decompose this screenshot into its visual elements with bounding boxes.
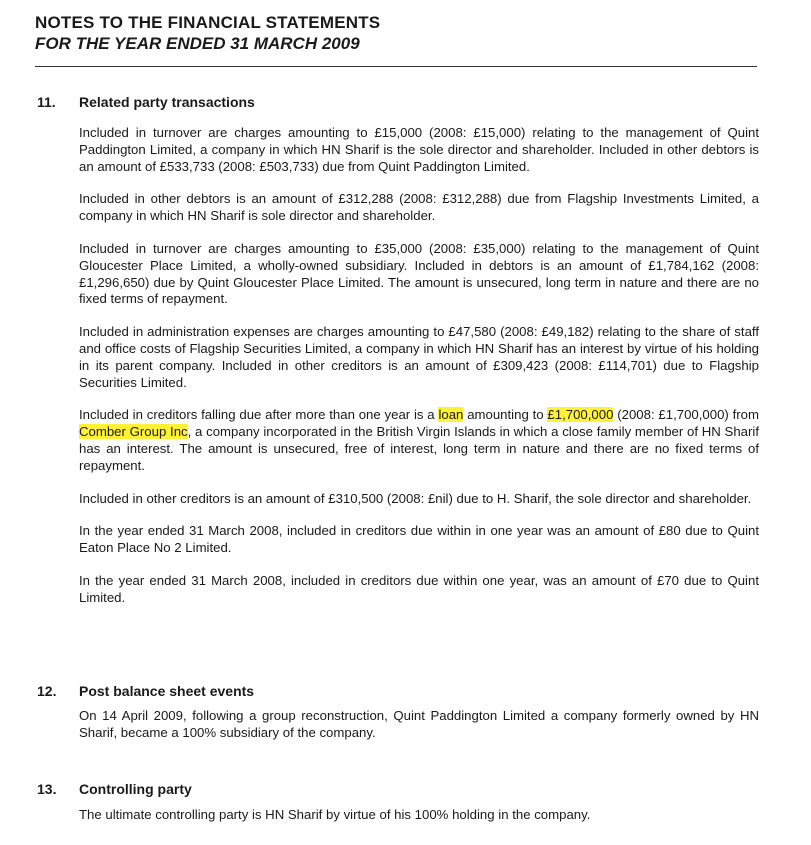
section-related-party-transactions [37, 93, 759, 620]
paragraph: Included in turnover are charges amounting to £15,000 (2008: £15,000) relating to the management of Quint Paddington Limited, a company in which HN Sharif is the sole director and shareholder. Included in other debtors is an amount of £533,733 (2008: £503,733) due from Quint Paddington Limited. [79, 125, 759, 174]
page-header [35, 12, 380, 54]
text-run: (2008: £1,700,000) from [613, 407, 760, 423]
text-run: amounting to [463, 407, 548, 423]
paragraph: Included in other debtors is an amount of £312,288 (2008: £312,288) due from Flagship Investments Limited, a company in which HN Sharif is sole director and shareholder. [79, 191, 759, 224]
loan-paragraph [79, 407, 759, 474]
paragraph: In the year ended 31 March 2008, included in creditors due within one year, was an amount of £70 due to Quint Limited. [79, 572, 759, 605]
section-heading [37, 682, 759, 700]
section-heading [37, 93, 759, 111]
highlight-amount: £1,700,000 [547, 407, 614, 423]
paragraph: Included in administration expenses are charges amounting to £47,580 (2008: £49,182) relating to the share of staff and office costs of Flagship Securities Limited, a company in which HN Sharif has an interest by virtue of his holding in its parent company. Included in other creditors is an amount of £309,423 (2008: £114,701) due to Flagship Securities Limited. [79, 324, 759, 390]
section-post-balance-sheet-events [37, 682, 759, 755]
section-title: Related party transactions [79, 94, 255, 110]
highlight-company: Comber Group Inc [79, 424, 188, 440]
document-title: NOTES TO THE FINANCIAL STATEMENTS [35, 13, 381, 32]
section-number: 13. [37, 781, 57, 797]
section-number: 11. [37, 94, 56, 110]
section-heading [37, 780, 759, 798]
section-controlling-party [37, 780, 759, 837]
highlight-loan: loan [438, 407, 464, 423]
paragraph: In the year ended 31 March 2008, included in creditors due within in one year was an amount of £80 due to Quint Eaton Place No 2 Limited. [79, 523, 759, 556]
document-subtitle: FOR THE YEAR ENDED 31 MARCH 2009 [35, 34, 360, 53]
paragraph: The ultimate controlling party is HN Sharif by virtue of his 100% holding in the company. [79, 807, 591, 822]
paragraph: On 14 April 2009, following a group reconstruction, Quint Paddington Limited a company formerly owned by HN Sharif, became a 100% subsidiary of the company. [79, 708, 759, 740]
section-title: Post balance sheet events [79, 683, 255, 699]
text-run: Included in creditors falling due after more than one year is a [79, 407, 439, 423]
paragraph: Included in turnover are charges amounting to £35,000 (2008: £35,000) relating to the management of Quint Gloucester Place Limited, a wholly-owned subsidiary. Included in debtors is an amount of £1,784,162 (2008: £1,296,650) due by Quint Gloucester Place Limited. The amount is unsecured, long term in nature and there are no fixed terms of repayment. [79, 240, 759, 307]
paragraph: Included in other creditors is an amount of £310,500 (2008: £nil) due to H. Sharif, the sole director and shareholder. [79, 490, 752, 506]
section-title: Controlling party [79, 781, 192, 797]
text-run: , a company incorporated in the British Virgin Islands in which a close family member of HN Sharif has an interest. The amount is unsecured, free of interest, long term in nature and there are no fixed terms of repayment. [79, 424, 759, 473]
section-number: 12. [37, 683, 57, 699]
header-divider [35, 66, 757, 67]
